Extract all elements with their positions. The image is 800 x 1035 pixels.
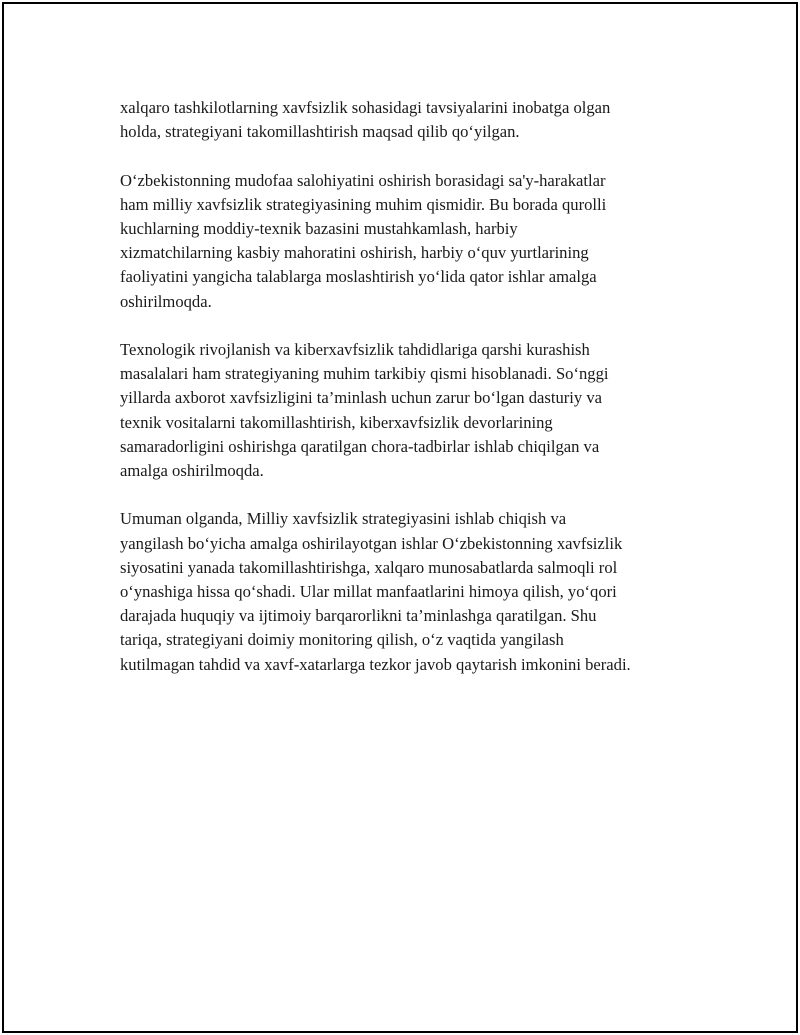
paragraph: O‘zbekistonning mudofaa salohiyatini oshirish borasidagi sa'y-harakatlar ham milliy xavfsizlik strategiyasining muhim qismidir. Bu borada qurolli kuchlarning moddiy-texnik bazasini mustahkamlash, harbiy xizmatchilarning kasbiy mahoratini oshirish, harbiy o‘quv yurtlarining faoliyatini yangicha talablarga moslashtirish yo‘lida qator ishlar amalga oshirilmoqda. [120, 170, 607, 311]
page-frame [2, 2, 798, 1033]
paragraph: Texnologik rivojlanish va kiberxavfsizlik tahdidlariga qarshi kurashish masalalari ham strategiyaning muhim tarkibiy qismi hisoblanadi. So‘nggi yillarda axborot xavfsizligini ta’minlash uchun zarur bo‘lgan dasturiy va texnik vositalarni takomillashtirish, kiberxavfsizlik devorlarining samaradorligini oshirishga qaratilgan chora-tadbirlar ishlab chiqilgan va amalga oshirilmoqda. [120, 340, 609, 481]
paragraph: xalqaro tashkilotlarning xavfsizlik sohasidagi tavsiyalarini inobatga olgan holda, strategiyani takomillashtirish maqsad qilib qo‘yilgan. [120, 98, 611, 142]
document-body [120, 96, 700, 701]
paragraph: Umuman olganda, Milliy xavfsizlik strategiyasini ishlab chiqish va yangilash bo‘yicha amalga oshirilayotgan ishlar O‘zbekistonning xavfsizlik siyosatini yanada takomillashtirishga, xalqaro munosabatlarda salmoqli rol o‘ynashiga hissa qo‘shadi. Ular millat manfaatlarini himoya qilish, yo‘qori darajada huquqiy va ijtimoiy barqarorlikni ta’minlashga qaratilgan. Shu tariqa, strategiyani doimiy monitoring qilish, o‘z vaqtida yangilash kutilmagan tahdid va xavf-xatarlarga tezkor javob qaytarish imkonini beradi. [120, 509, 631, 674]
